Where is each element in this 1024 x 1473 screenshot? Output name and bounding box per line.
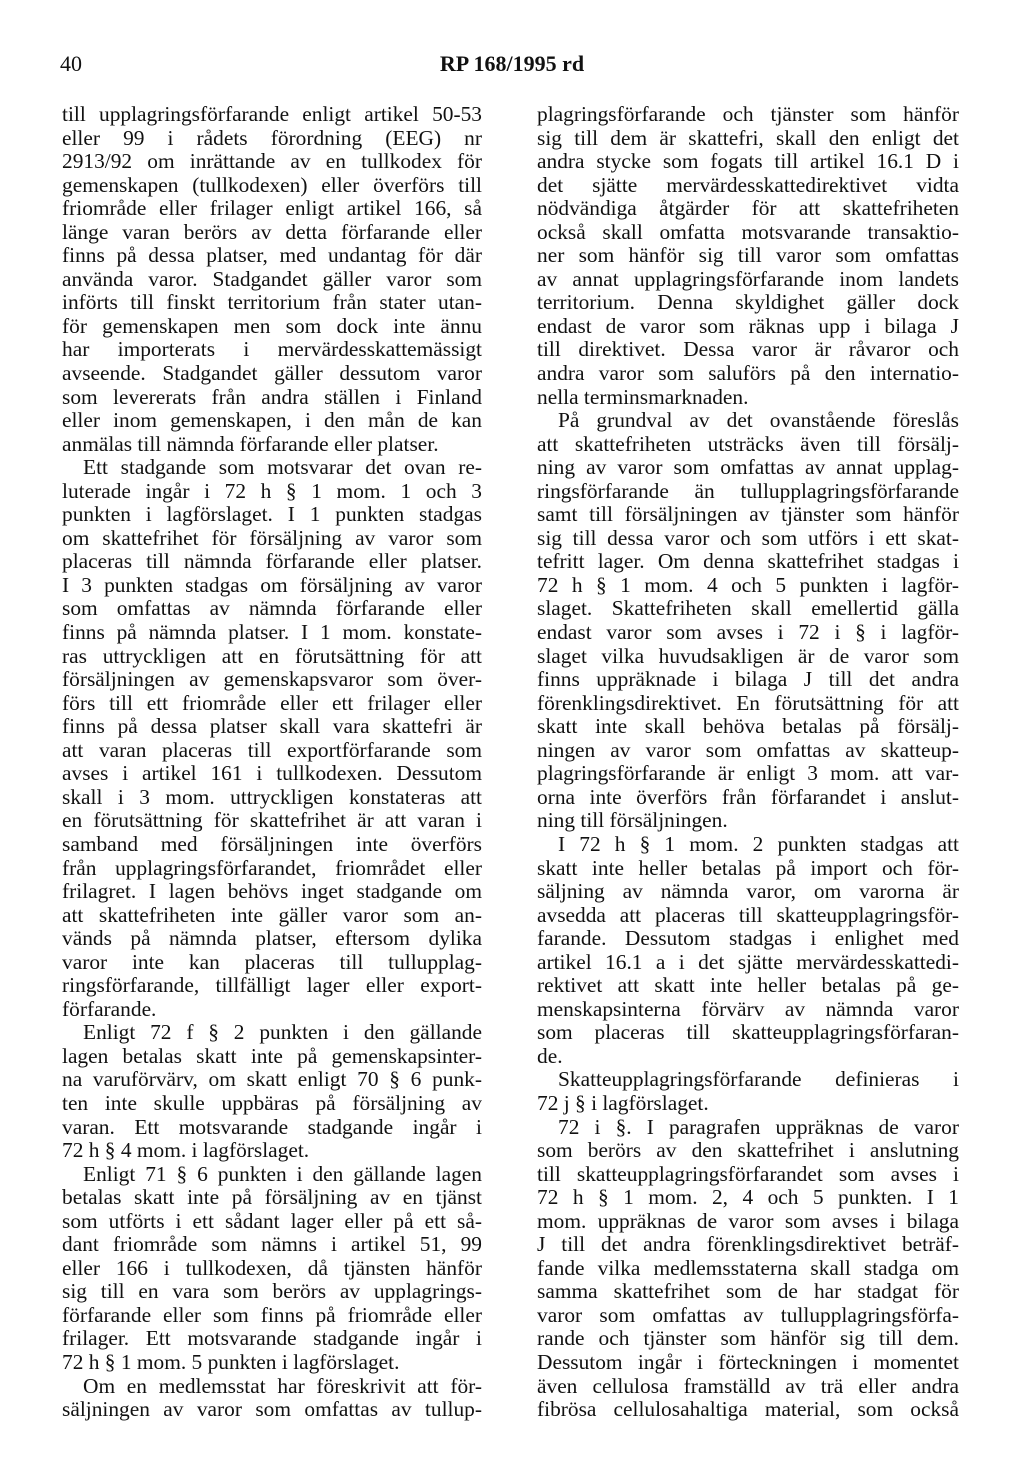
text-line: förfarande eller som finns på friområde eller bbox=[62, 1302, 482, 1327]
text-line: mom. uppräknas de varor som avses i bilaga bbox=[537, 1208, 959, 1233]
text-line: som omfattas av nämnda förfarande eller bbox=[62, 596, 482, 621]
document-reference: RP 168/1995 rd bbox=[439, 51, 585, 76]
text-line: avseende. Stadgandet gäller dessutom varor bbox=[62, 361, 482, 386]
text-line: skatt inte skall behöva betalas på försälj- bbox=[537, 714, 959, 739]
text-line: andra stycke som fogats till artikel 16.1 D i bbox=[537, 149, 959, 174]
text-line: dant friområde som nämns i artikel 51, 99 bbox=[62, 1232, 482, 1257]
text-line: varor som omfattas av tullupplagringsförfa- bbox=[537, 1302, 959, 1327]
text-line: samt till försäljningen av tjänster som hänför bbox=[537, 502, 959, 527]
text-line: en förutsättning för skattefrihet är att varan i bbox=[62, 808, 482, 833]
text-line: ning till försäljningen. bbox=[537, 808, 728, 833]
text-line: gemenskapen (tullkodexen) eller överförs till bbox=[62, 172, 482, 197]
text-line: anmälas till nämnda förfarande eller platser. bbox=[62, 431, 439, 456]
text-line: 72 h § 1 mom. 5 punkten i lagförslaget. bbox=[62, 1349, 400, 1374]
text-line: avsedda att placeras till skatteupplagringsför- bbox=[537, 902, 959, 927]
page-number: 40 bbox=[60, 51, 82, 76]
text-line: rektivet att skatt inte heller betalas på ge- bbox=[537, 973, 959, 998]
text-line: att skattefriheten inte gäller varor som an- bbox=[62, 902, 482, 927]
text-line: använda varor. Stadgandet gäller varor som bbox=[62, 266, 482, 291]
text-line: av annat upplagringsförfarande inom landets bbox=[537, 266, 959, 291]
text-line: som placeras till skatteupplagringsförfaran- bbox=[537, 1020, 959, 1045]
text-line: På grundval av det ovanstående föreslås bbox=[558, 408, 959, 433]
text-line: 72 i §. I paragrafen uppräknas de varor bbox=[558, 1114, 959, 1139]
text-line: artikel 16.1 a i det sjätte mervärdesskattedi- bbox=[537, 949, 959, 974]
text-line: fande vilka medlemsstaterna skall stadga om bbox=[537, 1255, 959, 1280]
text-line: ner som hänför sig till varor som omfattas bbox=[537, 243, 959, 268]
text-line: finns på nämnda platser. I 1 mom. konstate- bbox=[62, 620, 482, 645]
text-line: länge varan berörs av detta förfarande eller bbox=[62, 219, 482, 244]
text-line: finns på dessa platser skall vara skattefri är bbox=[62, 714, 482, 739]
text-line: friområde eller frilager enligt artikel 166, så bbox=[62, 196, 482, 221]
text-line: om skattefrihet för försäljning av varor som bbox=[62, 525, 482, 550]
text-line: till direktivet. Dessa varor är råvaror och bbox=[537, 337, 959, 362]
text-line: plagringsförfarande och tjänster som hänför bbox=[537, 102, 959, 126]
text-line: som berörs av den skattefrihet i anslutning bbox=[537, 1138, 959, 1163]
text-line: betalas skatt inte på försäljning av en tjänst bbox=[62, 1185, 482, 1210]
text-line: ningen av varor som omfattas av skatteup- bbox=[537, 737, 959, 762]
text-line: nödvändiga åtgärder för att skattefriheten bbox=[537, 196, 959, 221]
text-line: ringsförfarande, tillfälligt lager eller export- bbox=[62, 973, 482, 998]
text-line: frilager. Ett motsvarande stadgande ingår i bbox=[62, 1326, 482, 1351]
text-line: förs till ett friområde eller ett frilager eller bbox=[62, 690, 482, 715]
text-line: samma skattefrihet som de har stadgat för bbox=[537, 1279, 959, 1304]
text-line: 2913/92 om inrättande av en tullkodex för bbox=[62, 149, 482, 174]
text-line: skall i 3 mom. uttryckligen konstateras att bbox=[62, 784, 482, 809]
text-line: na varuförvärv, om skatt enligt 70 § 6 punk- bbox=[62, 1067, 482, 1092]
text-line: slaget vilka huvudsakligen är de varor som bbox=[537, 643, 959, 668]
text-line: sig till dessa varor och som utförs i ett skat- bbox=[537, 525, 959, 550]
text-line: 72 h § 4 mom. i lagförslaget. bbox=[62, 1138, 310, 1163]
text-line: det sjätte mervärdesskattedirektivet vidta bbox=[537, 172, 959, 197]
text-line: till upplagringsförfarande enligt artikel 50-53 bbox=[62, 102, 482, 126]
text-line: menskapsinterna förvärv av nämnda varor bbox=[537, 996, 959, 1021]
text-line: de. bbox=[537, 1043, 563, 1068]
text-line: finns uppräknade i bilaga J till det andra bbox=[537, 667, 959, 692]
text-line: eller inom gemenskapen, i den mån de kan bbox=[62, 408, 482, 433]
text-line: införts till finskt territorium från stater utan- bbox=[62, 290, 482, 315]
text-line: endast de varor som räknas upp i bilaga J bbox=[537, 313, 959, 338]
text-line: Skatteupplagringsförfarande definieras i bbox=[558, 1067, 959, 1092]
text-line: placeras till nämnda förfarande eller platser. bbox=[62, 549, 482, 574]
text-line: plagringsförfarande är enligt 3 mom. att var- bbox=[537, 761, 959, 786]
text-line: som utförts i ett sådant lager eller på ett så- bbox=[62, 1208, 482, 1233]
text-line: rande och tjänster som hänför sig till dem. bbox=[537, 1326, 959, 1351]
text-line: säljning av nämnda varor, om varorna är bbox=[537, 879, 959, 904]
text-line: 72 j § i lagförslaget. bbox=[537, 1090, 709, 1115]
text-line: Enligt 72 f § 2 punkten i den gällande bbox=[83, 1020, 482, 1045]
text-column-right bbox=[537, 103, 959, 1422]
text-line: att skattefriheten utsträcks även till försälj- bbox=[537, 431, 959, 456]
text-line: Ett stadgande som motsvarar det ovan re- bbox=[83, 455, 482, 480]
text-line: samband med försäljningen inte överförs bbox=[62, 831, 482, 856]
text-line: lagen betalas skatt inte på gemenskapsinter- bbox=[62, 1043, 482, 1068]
text-line: sig till dem är skattefri, skall den enligt det bbox=[537, 125, 959, 150]
text-line: finns på dessa platser, med undantag för där bbox=[62, 243, 482, 268]
text-line: J till det andra förenklingsdirektivet beträf- bbox=[537, 1232, 959, 1257]
text-line: avses i artikel 161 i tullkodexen. Dessutom bbox=[62, 761, 482, 786]
text-line: fibrösa cellulosahaltiga material, som också bbox=[537, 1397, 959, 1422]
text-line: säljningen av varor som omfattas av tullup- bbox=[62, 1397, 482, 1422]
text-line: ringsförfarande än tullupplagringsförfarande bbox=[537, 478, 959, 503]
text-line: förenklingsdirektivet. En förutsättning för att bbox=[537, 690, 959, 715]
text-line: orna inte överförs från förfarandet i anslut- bbox=[537, 784, 959, 809]
text-line: nella terminsmarknaden. bbox=[537, 384, 749, 409]
text-line: sig till en vara som berörs av upplagrings- bbox=[62, 1279, 482, 1304]
text-line: endast varor som avses i 72 i § i lagför- bbox=[537, 620, 959, 645]
text-line: har importerats i mervärdesskattemässigt bbox=[62, 337, 482, 362]
text-line: för gemenskapen men som dock inte ännu bbox=[62, 313, 482, 338]
text-line: varan. Ett motsvarande stadgande ingår i bbox=[62, 1114, 482, 1139]
text-line: försäljningen av gemenskapsvaror som över- bbox=[62, 667, 482, 692]
text-line: skatt inte heller betalas på import och för- bbox=[537, 855, 959, 880]
text-line: Dessutom ingår i förteckningen i momentet bbox=[537, 1349, 959, 1374]
text-line: punkten i lagförslaget. I 1 punkten stadgas bbox=[62, 502, 482, 527]
text-line: som levererats från andra ställen i Finland bbox=[62, 384, 482, 409]
text-line: varor inte kan placeras till tullupplag- bbox=[62, 949, 482, 974]
text-line: ras uttryckligen att en förutsättning för att bbox=[62, 643, 482, 668]
text-line: att varan placeras till exportförfarande som bbox=[62, 737, 482, 762]
text-line: Enligt 71 § 6 punkten i den gällande lagen bbox=[83, 1161, 482, 1186]
text-line: I 72 h § 1 mom. 2 punkten stadgas att bbox=[558, 831, 959, 856]
text-line: I 3 punkten stadgas om försäljning av varor bbox=[62, 572, 482, 597]
text-line: till skatteupplagringsförfarandet som avses i bbox=[537, 1161, 959, 1186]
text-line: vänds på nämnda platser, eftersom dylika bbox=[62, 926, 482, 951]
text-line: eller 166 i tullkodexen, då tjänsten hänför bbox=[62, 1255, 482, 1280]
text-line: från upplagringsförfarandet, friområdet eller bbox=[62, 855, 482, 880]
text-line: Om en medlemsstat har föreskrivit att för- bbox=[83, 1373, 482, 1398]
text-line: farande. Dessutom stadgas i enlighet med bbox=[537, 926, 959, 951]
text-column-left bbox=[62, 103, 482, 1422]
text-line: också skall omfatta motsvarande transaktio- bbox=[537, 219, 959, 244]
text-line: förfarande. bbox=[62, 996, 157, 1021]
text-line: luterade ingår i 72 h § 1 mom. 1 och 3 bbox=[62, 478, 482, 503]
text-line: ten inte skulle uppbäras på försäljning av bbox=[62, 1090, 482, 1115]
text-line: 72 h § 1 mom. 2, 4 och 5 punkten. I 1 bbox=[537, 1185, 959, 1210]
text-line: även cellulosa framställd av trä eller andra bbox=[537, 1373, 959, 1398]
text-line: slaget. Skattefriheten skall emellertid gälla bbox=[537, 596, 959, 621]
text-line: andra varor som saluförs på den internatio- bbox=[537, 361, 959, 386]
text-line: tefritt lager. Om denna skattefrihet stadgas i bbox=[537, 549, 959, 574]
text-line: eller 99 i rådets förordning (EEG) nr bbox=[62, 125, 482, 150]
text-line: territorium. Denna skyldighet gäller dock bbox=[537, 290, 959, 315]
text-line: 72 h § 1 mom. 4 och 5 punkten i lagför- bbox=[537, 572, 959, 597]
text-line: frilagret. I lagen behövs inget stadgande om bbox=[62, 879, 482, 904]
text-line: ning av varor som omfattas av annat upplag- bbox=[537, 455, 959, 480]
